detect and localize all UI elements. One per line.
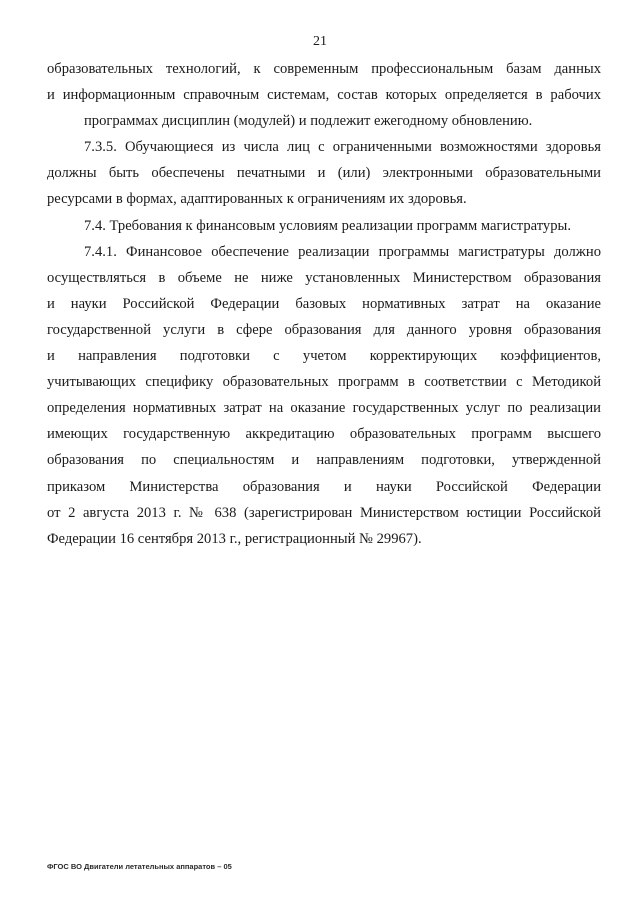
paragraph-3 (47, 213, 601, 239)
text-line: программах дисциплин (модулей) и подлежит ежегодному обновлению. (84, 113, 533, 130)
text-line: определения нормативных затрат на оказание государственных услуг по реализации (47, 400, 601, 417)
text-line: образования по специальностям и направлениям подготовки, утвержденной (47, 452, 601, 469)
text-line: ресурсами в формах, адаптированных к ограничениям их здоровья. (47, 191, 467, 208)
text-line: приказом Министерства образования и науки Российской Федерации (47, 478, 601, 495)
footer-text: ФГОС ВО Двигатели летательных аппаратов – 05 (47, 862, 232, 871)
text-line: Федерации 16 сентября 2013 г., регистрационный № 29967). (47, 530, 422, 547)
paragraph-1 (47, 56, 601, 134)
text-line: и науки Российской Федерации базовых нормативных затрат на оказание (47, 295, 601, 312)
text-line: и информационным справочным системам, состав которых определяется в рабочих (47, 87, 601, 104)
text-line: осуществляться в объеме не ниже установленных Министерством образования (47, 269, 601, 286)
text-line: должны быть обеспечены печатными и (или) электронными образовательными (47, 165, 601, 182)
text-line: 7.3.5. Обучающиеся из числа лиц с ограниченными возможностями здоровья (84, 139, 601, 156)
document-body (47, 56, 601, 552)
text-line: от 2 августа 2013 г. № 638 (зарегистрирован Министерством юстиции Российской (47, 504, 601, 521)
paragraph-4 (47, 239, 601, 552)
text-line: государственной услуги в сфере образования для данного уровня образования (47, 321, 601, 338)
text-line: имеющих государственную аккредитацию образовательных программ высшего (47, 426, 601, 443)
page-number: 21 (313, 34, 327, 49)
text-line: учитывающих специфику образовательных программ в соответствии с Методикой (47, 374, 601, 391)
section-heading: 7.4. Требования к финансовым условиям реализации программ магистратуры. (84, 217, 571, 234)
text-line: 7.4.1. Финансовое обеспечение реализации программы магистратуры должно (84, 243, 601, 260)
text-line: образовательных технологий, к современным профессиональным базам данных (47, 61, 601, 77)
text-line: и направления подготовки с учетом корректирующих коэффициентов, (47, 348, 601, 365)
paragraph-2 (47, 134, 601, 212)
